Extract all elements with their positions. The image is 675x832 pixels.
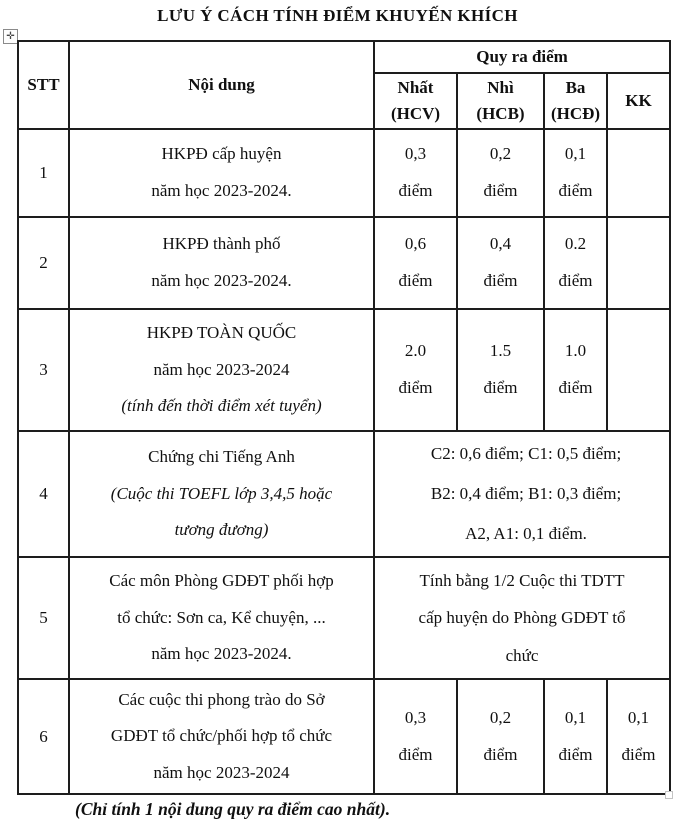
table-resize-handle[interactable] <box>665 791 673 799</box>
content-cell: HKPĐ thành phố năm học 2023-2024. <box>69 217 374 309</box>
stt-cell: 4 <box>18 431 69 557</box>
column-header-nhi-hcb: Nhì (HCB) <box>457 73 544 129</box>
table-row <box>18 679 670 794</box>
content-cell: HKPĐ TOÀN QUỐC năm học 2023-2024 (tính đến thời điểm xét tuyển) <box>69 309 374 431</box>
points-cell-kk <box>607 217 670 309</box>
points-cell-kk: 0,1 điểm <box>607 679 670 794</box>
points-cell-kk <box>607 129 670 217</box>
bonus-points-table <box>17 40 671 795</box>
points-cell-ba: 1.0 điểm <box>544 309 607 431</box>
content-cell: HKPĐ cấp huyện năm học 2023-2024. <box>69 129 374 217</box>
table-row <box>18 431 670 557</box>
points-cell-nhat: 0,3 điểm <box>374 679 457 794</box>
points-cell-ba: 0,1 điểm <box>544 679 607 794</box>
table-row <box>18 129 670 217</box>
merged-points-cell: Tính bằng 1/2 Cuộc thi TDTT cấp huyện do Phòng GDĐT tổ chức <box>374 557 670 679</box>
column-header-kk: KK <box>607 73 670 129</box>
stt-cell: 3 <box>18 309 69 431</box>
column-header-nhat-hcv: Nhất (HCV) <box>374 73 457 129</box>
points-cell-ba: 0,1 điểm <box>544 129 607 217</box>
table-move-handle-icon[interactable] <box>3 29 18 44</box>
points-cell-kk <box>607 309 670 431</box>
merged-points-cell: C2: 0,6 điểm; C1: 0,5 điểm; B2: 0,4 điểm; B1: 0,3 điểm; A2, A1: 0,1 điểm. <box>374 431 670 557</box>
points-cell-nhi: 0,2 điểm <box>457 679 544 794</box>
column-header-ba-hcd: Ba (HCĐ) <box>544 73 607 129</box>
page-title: LƯU Ý CÁCH TÍNH ĐIỂM KHUYẾN KHÍCH <box>157 6 518 25</box>
content-cell: Các môn Phòng GDĐT phối hợp tổ chức: Sơn ca, Kể chuyện, ... năm học 2023-2024. <box>69 557 374 679</box>
points-cell-nhi: 0,4 điểm <box>457 217 544 309</box>
table-row <box>18 217 670 309</box>
stt-cell: 6 <box>18 679 69 794</box>
points-cell-nhat: 0,3 điểm <box>374 129 457 217</box>
points-cell-nhi: 1.5 điểm <box>457 309 544 431</box>
table-row <box>18 309 670 431</box>
points-cell-nhat: 2.0 điểm <box>374 309 457 431</box>
column-header-quy-ra-diem: Quy ra điểm <box>374 41 670 73</box>
points-cell-ba: 0.2 điểm <box>544 217 607 309</box>
points-cell-nhi: 0,2 điểm <box>457 129 544 217</box>
content-cell: Các cuộc thi phong trào do Sở GDĐT tổ chức/phối hợp tổ chức năm học 2023-2024 <box>69 679 374 794</box>
points-cell-nhat: 0,6 điểm <box>374 217 457 309</box>
header-row-top <box>18 41 670 73</box>
column-header-stt: STT <box>18 41 69 129</box>
table-row <box>18 557 670 679</box>
content-cell: Chứng chi Tiếng Anh (Cuộc thi TOEFL lớp 3,4,5 hoặc tương đương) <box>69 431 374 557</box>
stt-cell: 2 <box>18 217 69 309</box>
footer-note: (Chỉ tính 1 nội dung quy ra điểm cao nhất). <box>75 799 391 819</box>
column-header-noi-dung: Nội dung <box>69 41 374 129</box>
four-way-arrow-icon: ✛ <box>6 31 15 42</box>
stt-cell: 1 <box>18 129 69 217</box>
stt-cell: 5 <box>18 557 69 679</box>
